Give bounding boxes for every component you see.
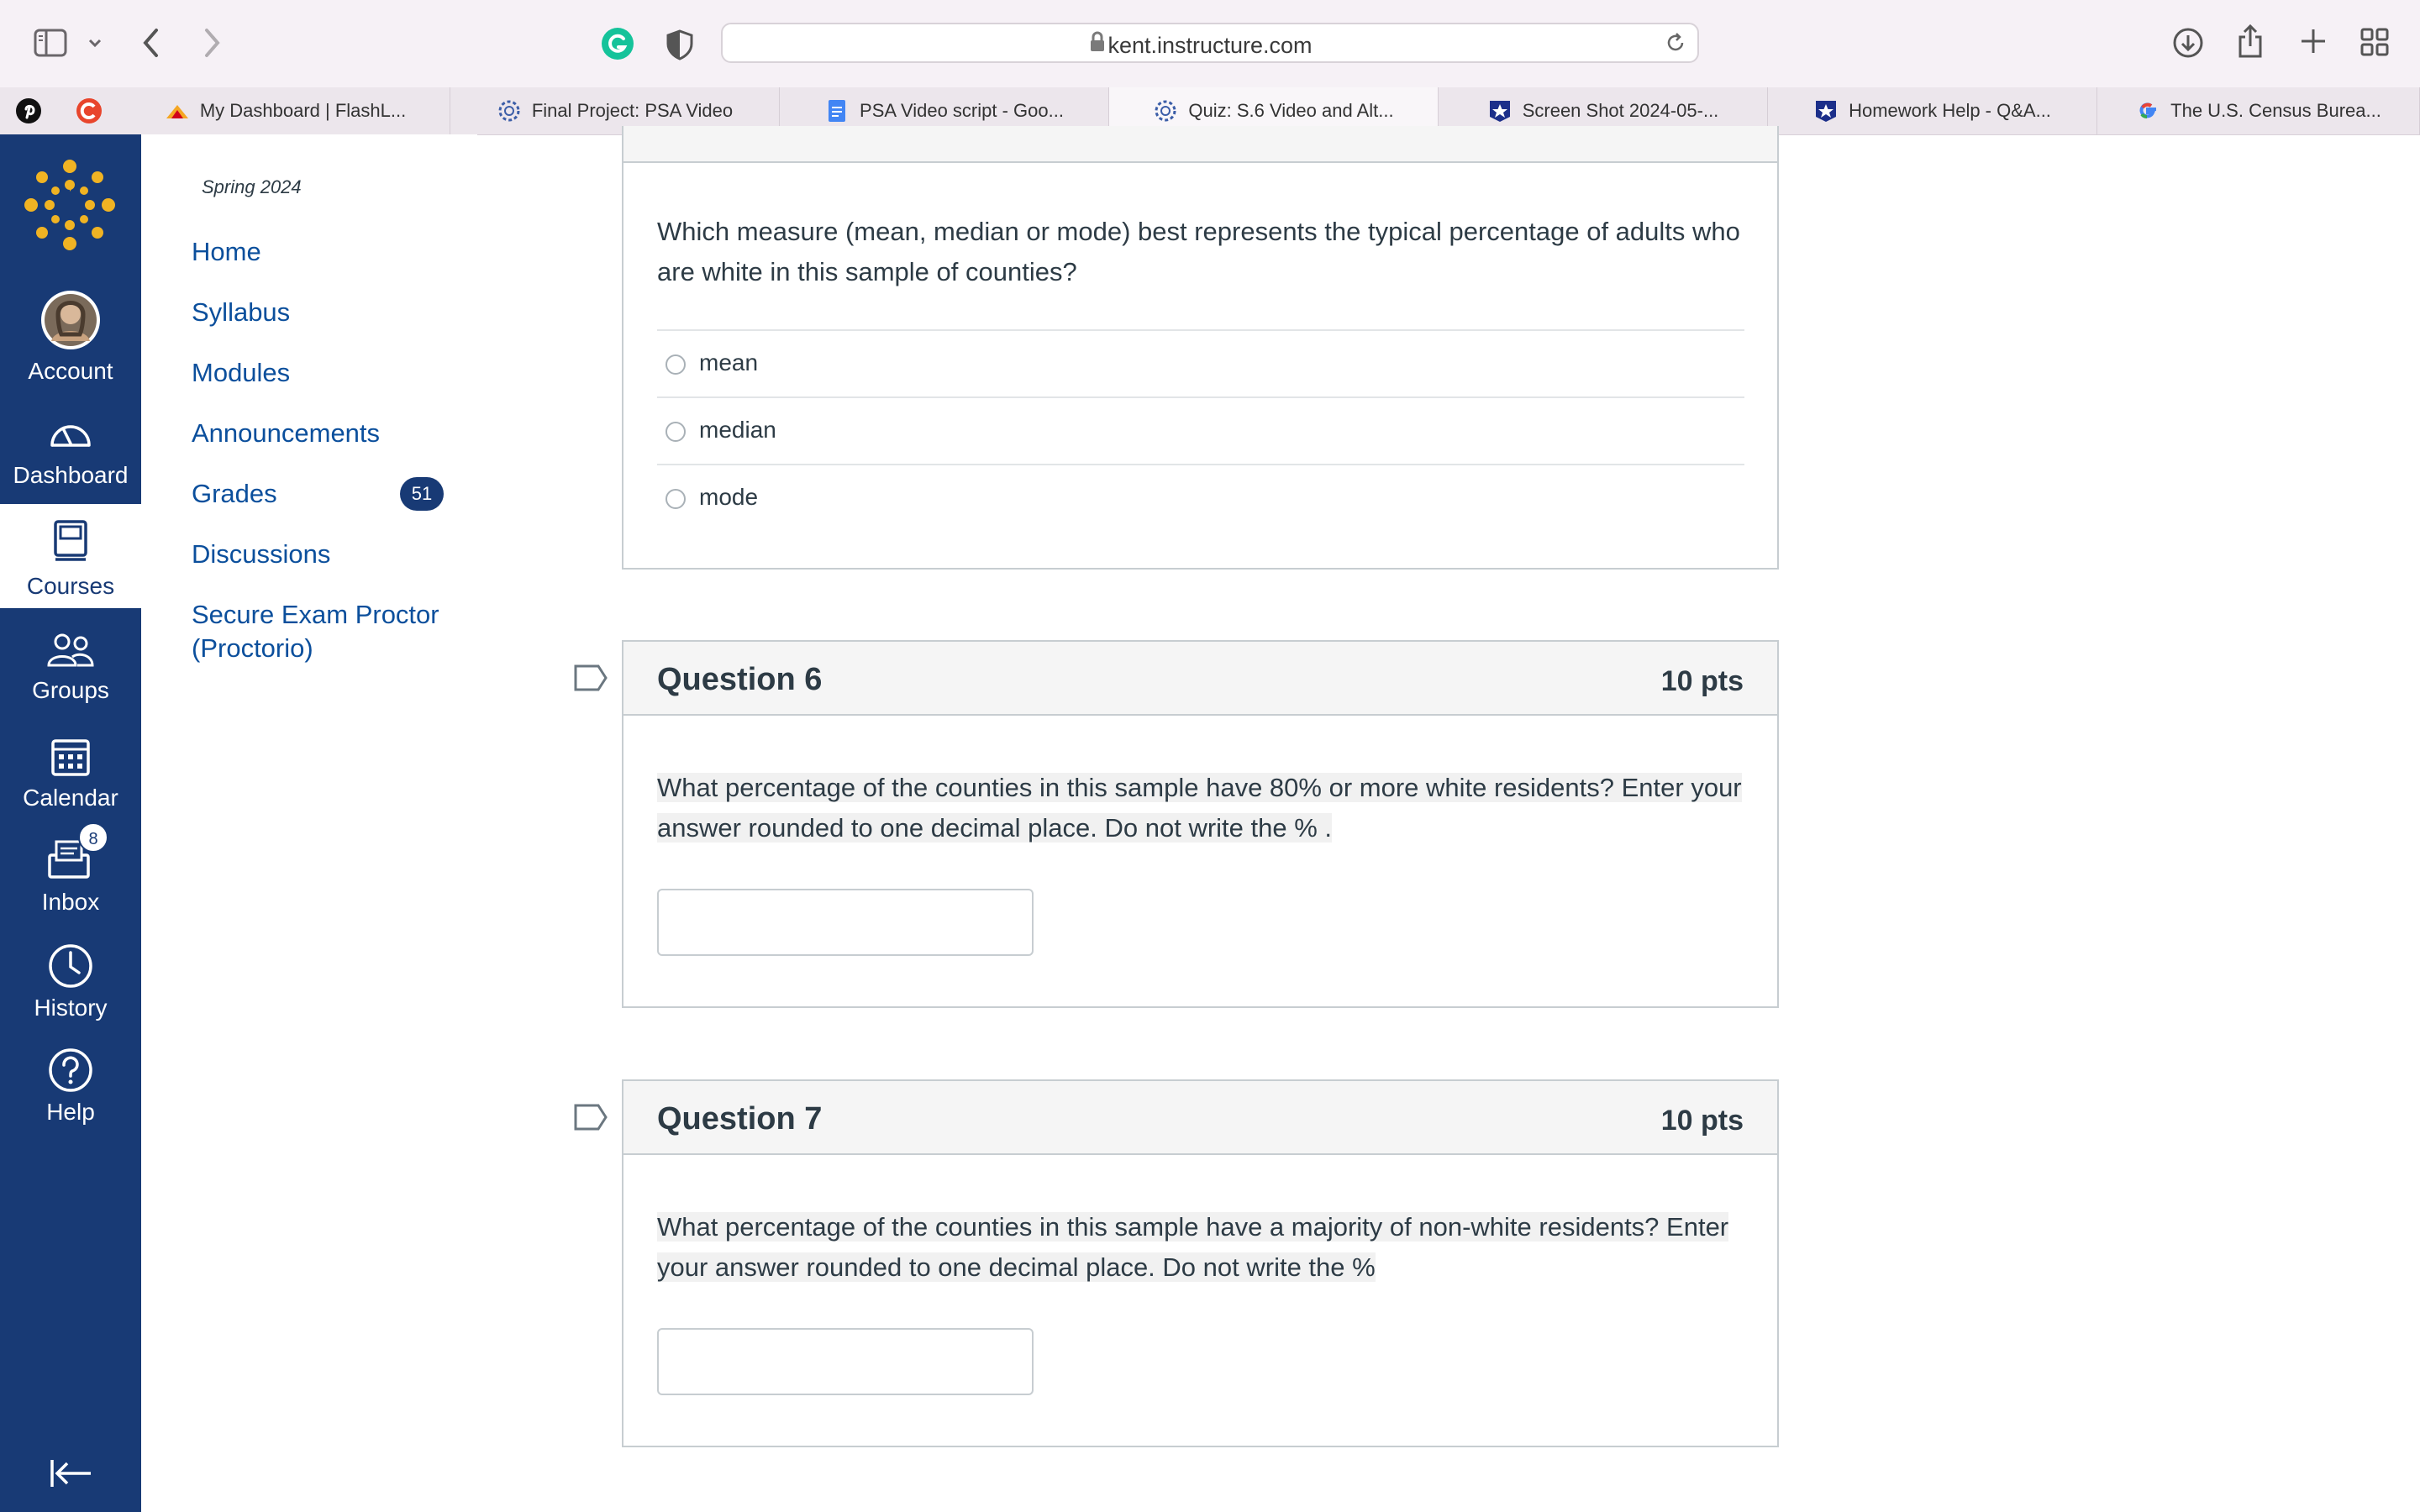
option-label: median xyxy=(699,417,776,443)
course-nav-home[interactable]: Home xyxy=(192,237,261,266)
nav-inbox[interactable] xyxy=(0,816,141,921)
back-icon[interactable] xyxy=(141,27,161,59)
question-5-text: Which measure (mean, median or mode) best represents the typical percentage of adults who are white in this sample of counties? xyxy=(657,217,1740,286)
option-label: mean xyxy=(699,349,759,375)
answer-option-median[interactable] xyxy=(657,396,1744,464)
url-text: kent.instructure.com xyxy=(1107,33,1313,58)
answer-option-mean[interactable] xyxy=(657,329,1744,396)
grammarly-icon[interactable] xyxy=(601,27,634,60)
dashboard-icon xyxy=(47,413,94,450)
question-5-header xyxy=(623,126,1777,163)
address-bar[interactable] xyxy=(721,23,1699,63)
sidebar-toggle-icon[interactable] xyxy=(34,29,67,57)
term-label: Spring 2024 xyxy=(202,176,302,197)
google-docs-icon xyxy=(824,98,850,123)
tab-label: My Dashboard | FlashL... xyxy=(199,100,407,121)
question-points: 10 pts xyxy=(1660,1105,1744,1137)
nav-help[interactable] xyxy=(0,1028,141,1127)
nav-account[interactable] xyxy=(0,286,141,386)
nav-label: Account xyxy=(28,358,113,384)
star-badge-icon xyxy=(1487,98,1512,123)
canvas-icon xyxy=(497,98,522,123)
question-7-text: What percentage of the counties in this sample have a majority of non-white residents? Enter your answer rounded to one decimal place. Do not write the % xyxy=(657,1212,1729,1282)
pinterest-icon[interactable] xyxy=(15,97,42,124)
question-title: Question 6 xyxy=(657,662,823,697)
nav-label: Dashboard xyxy=(13,462,129,488)
reload-icon[interactable] xyxy=(1664,31,1687,55)
option-label: mode xyxy=(699,484,759,510)
tab-census[interactable] xyxy=(2097,87,2420,134)
downloads-icon[interactable] xyxy=(2172,27,2204,59)
tab-label: Final Project: PSA Video xyxy=(531,100,734,121)
tab-label: Quiz: S.6 Video and Alt... xyxy=(1188,100,1394,121)
groups-icon xyxy=(45,632,96,669)
radio-button[interactable] xyxy=(666,422,686,442)
inbox-unread-badge: 8 xyxy=(78,822,108,853)
nav-groups[interactable] xyxy=(0,613,141,711)
nav-label: Groups xyxy=(32,677,109,703)
flashline-icon xyxy=(165,98,190,123)
question-6-text: What percentage of the counties in this sample have 80% or more white residents? Enter your answer rounded to one decimal place. Do not write the % . xyxy=(657,773,1742,843)
question-7-header xyxy=(623,1081,1777,1155)
tab-label: The U.S. Census Burea... xyxy=(2170,100,2381,121)
nav-label: Help xyxy=(46,1099,95,1125)
question-7-answer-input[interactable] xyxy=(657,1328,1034,1395)
history-icon xyxy=(47,942,94,990)
question-points: 10 pts xyxy=(1660,665,1744,697)
question-5-card xyxy=(622,126,1779,570)
tab-label: Homework Help - Q&A... xyxy=(1849,100,2051,121)
google-icon xyxy=(2135,98,2160,123)
flag-question-icon[interactable] xyxy=(573,1103,608,1131)
nav-courses[interactable] xyxy=(0,504,141,608)
tab-overview-icon[interactable] xyxy=(2360,27,2390,57)
answer-option-mode[interactable] xyxy=(657,464,1744,531)
help-icon xyxy=(47,1047,94,1094)
browser-toolbar xyxy=(0,0,2420,88)
question-6-answer-input[interactable] xyxy=(657,889,1034,956)
course-nav-discussions[interactable]: Discussions xyxy=(192,539,331,569)
chevron-down-icon[interactable] xyxy=(87,37,103,49)
question-title: Question 7 xyxy=(657,1101,823,1137)
courses-icon xyxy=(52,519,89,563)
tab-label: Screen Shot 2024-05-... xyxy=(1522,100,1719,121)
question-7-card xyxy=(622,1079,1779,1447)
forward-icon[interactable] xyxy=(202,27,222,59)
nav-calendar[interactable] xyxy=(0,717,141,815)
course-nav-announcements[interactable]: Announcements xyxy=(192,418,381,448)
tab-flashline[interactable] xyxy=(121,87,450,134)
collapse-nav-icon[interactable] xyxy=(49,1457,94,1490)
lock-icon xyxy=(1089,31,1106,53)
course-nav-proctorio[interactable]: Secure Exam Proctor (Proctorio) xyxy=(192,600,439,663)
nav-label: Calendar xyxy=(23,785,118,811)
star-badge-icon xyxy=(1813,98,1839,123)
flag-question-icon[interactable] xyxy=(573,664,608,692)
nav-label: History xyxy=(34,995,108,1021)
nav-label: Courses xyxy=(26,573,115,599)
nav-dashboard[interactable] xyxy=(0,403,141,496)
share-icon[interactable] xyxy=(2237,24,2264,59)
course-nav-grades[interactable]: Grades xyxy=(192,479,277,508)
calendar-icon xyxy=(50,736,91,778)
avatar xyxy=(39,289,102,351)
tab-label: PSA Video script - Goo... xyxy=(860,100,1064,121)
nav-label: Inbox xyxy=(41,889,100,915)
nav-history[interactable] xyxy=(0,924,141,1023)
canvas-logo-icon[interactable] xyxy=(23,158,117,252)
course-nav-modules[interactable]: Modules xyxy=(192,358,291,387)
canvas-icon xyxy=(1153,98,1178,123)
radio-button[interactable] xyxy=(666,354,686,375)
question-6-header xyxy=(623,642,1777,716)
radio-button[interactable] xyxy=(666,489,686,509)
privacy-shield-icon[interactable] xyxy=(666,29,694,60)
global-navigation xyxy=(0,134,141,1512)
course-navigation xyxy=(141,134,477,1512)
question-6-card xyxy=(622,640,1779,1008)
tab-homework-help[interactable] xyxy=(1768,87,2097,134)
grades-count-badge: 51 xyxy=(400,477,444,511)
course-nav-syllabus[interactable]: Syllabus xyxy=(192,297,291,327)
pinned-site-icon[interactable] xyxy=(76,97,103,124)
new-tab-icon[interactable] xyxy=(2299,27,2328,55)
